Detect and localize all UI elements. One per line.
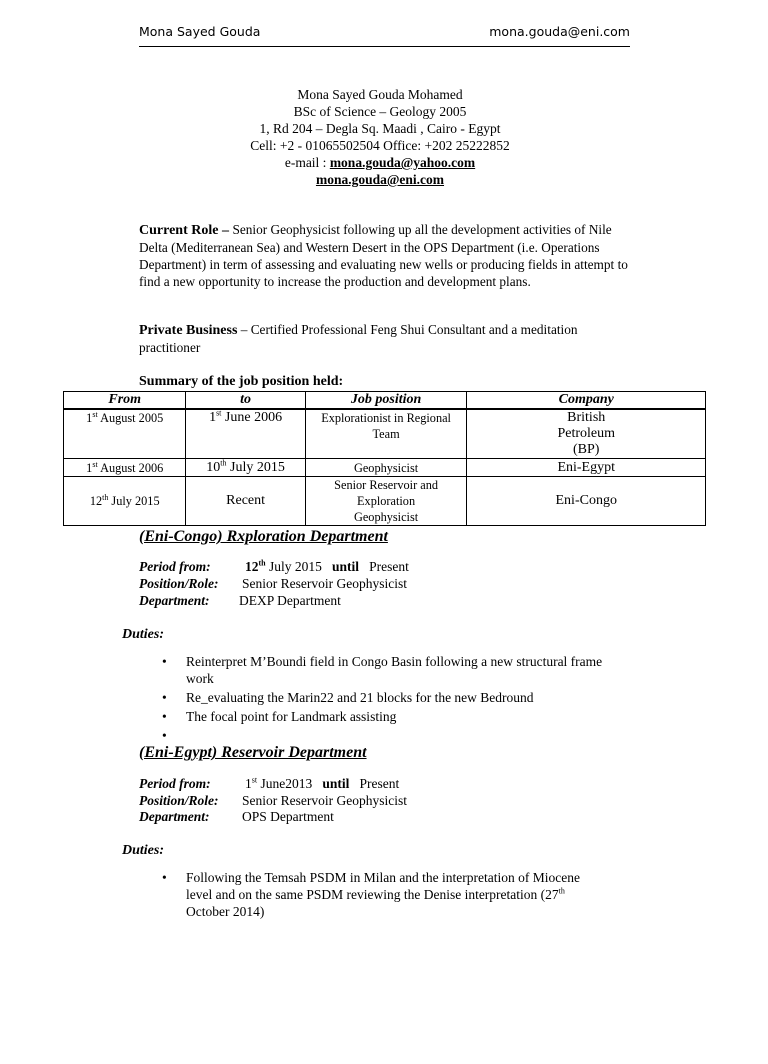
role-value: Senior Reservoir Geophysicist [242, 576, 407, 591]
cell-from [64, 477, 186, 526]
email-user-2: mona.gouda [315, 172, 387, 187]
bullet-icon: • [162, 870, 167, 885]
to-sup: th [220, 457, 227, 467]
department-row [139, 592, 341, 609]
duties-list [162, 653, 632, 746]
summary-title [139, 372, 629, 390]
role-row [139, 792, 407, 809]
to-rest: June 2006 [221, 410, 283, 425]
table-row [64, 459, 706, 477]
col-from: From [64, 392, 186, 410]
period-rest: July 2015 [265, 559, 322, 574]
from-day: 1 [86, 460, 93, 475]
private-business-label: Private Business [139, 323, 238, 338]
role-value: Senior Reservoir Geophysicist [242, 793, 407, 808]
col-job-position: Job position [305, 392, 467, 410]
from-rest: August 2006 [97, 460, 164, 475]
department-row [139, 808, 334, 825]
bullet-icon: • [162, 709, 167, 724]
from-day: 12 [89, 494, 103, 508]
private-business-paragraph [139, 321, 629, 356]
period-row [139, 558, 409, 575]
email-link-yahoo[interactable] [330, 155, 475, 170]
email-line-2 [0, 171, 768, 188]
email-domain-1: @yahoo.com [400, 155, 476, 170]
until-value: Present [369, 559, 409, 574]
cell-to: Recent [186, 477, 305, 526]
to-rest: July 2015 [226, 459, 285, 475]
degree: BSc of Science – Geology 2005 [293, 104, 467, 119]
from-day: 1 [86, 411, 93, 425]
col-to: to [186, 392, 305, 410]
bullet-icon: • [162, 728, 167, 743]
department-value: OPS Department [242, 809, 334, 824]
email-label: e-mail : [284, 155, 330, 170]
period-row [139, 775, 399, 792]
cell-position: Explorationist in Regional Team [305, 409, 467, 459]
from-sup: st [92, 409, 98, 419]
cell-company: Eni-Egypt [467, 459, 706, 477]
email-link-eni[interactable] [316, 172, 444, 187]
current-role-text: Senior Geophysicist following up all the development activities of Nile Delta (Mediterranean Sea) and Western Desert in the OPS Department (i.e. Operations Department) in term of assessing and evaluating new wells or producing fields in attempt to find a new opportunity to increase the production and development plans. [139, 222, 628, 289]
department-value: DEXP Department [239, 593, 341, 608]
section-title-eni-egypt: (Eni-Egypt) Reservoir Department [139, 744, 367, 761]
cell-to [186, 409, 305, 459]
cell-from [64, 409, 186, 459]
list-item [162, 727, 632, 744]
until-value: Present [359, 776, 400, 791]
list-item [162, 708, 632, 725]
role-row [139, 575, 407, 592]
section-title-eni-congo: (Eni-Congo) Rxploration Department [139, 528, 388, 545]
running-header [139, 24, 630, 47]
from-rest: August 2005 [97, 411, 164, 425]
email-user-1: mona.gouda [329, 155, 401, 170]
duty-text: The focal point for Landmark assisting [186, 709, 397, 724]
duties-label: Duties: [122, 843, 164, 858]
cell-to [186, 459, 305, 477]
list-item [162, 689, 632, 706]
list-item [162, 653, 632, 687]
to-day: 10 [206, 459, 221, 475]
table-header-row [64, 392, 706, 410]
current-role-dash: – [218, 223, 233, 238]
until-label: until [332, 559, 360, 574]
full-name: Mona Sayed Gouda Mohamed [297, 87, 463, 102]
summary-title-text: Summary of the job position held: [139, 374, 344, 389]
duties-label: Duties: [122, 627, 164, 642]
address: 1, Rd 204 – Degla Sq. Maadi , Cairo - Egypt [259, 121, 501, 136]
role-label: Position/Role: [139, 576, 219, 591]
role-label: Position/Role: [139, 793, 219, 808]
col-company: Company [467, 392, 706, 410]
period-rest: June2013 [257, 776, 313, 791]
jobs-table [63, 391, 706, 526]
bullet-icon: • [162, 690, 167, 705]
period-label: Period from: [139, 776, 211, 791]
from-sup: th [102, 492, 109, 502]
from-sup: st [92, 459, 98, 469]
private-business-text: – Certified Professional Feng Shui Consultant and a meditation practitioner [139, 322, 578, 355]
period-sup: th [258, 558, 266, 568]
period-day: 1 [245, 776, 252, 791]
department-label: Department: [139, 593, 210, 608]
list-item [162, 869, 607, 920]
phones: Cell: +2 - 01065502504 Office: +202 25222852 [250, 138, 510, 153]
cell-position: Geophysicist [305, 459, 467, 477]
header-name: Mona Sayed Gouda [139, 24, 261, 39]
department-label: Department: [139, 809, 210, 824]
email-line-1 [0, 154, 768, 171]
until-label: until [322, 776, 350, 791]
contact-block [0, 86, 768, 188]
duty-text: Reinterpret M’Boundi field in Congo Basin following a new structural frame work [186, 654, 603, 686]
header-email: mona.gouda@eni.com [489, 24, 630, 39]
duty-text: Re_evaluating the Marin22 and 21 blocks for the new Bedround [186, 690, 534, 705]
period-sup: st [251, 775, 258, 785]
email-domain-2: @eni.com [386, 172, 445, 187]
duty-sup: th [558, 886, 565, 896]
bullet-icon: • [162, 654, 167, 669]
period-label: Period from: [139, 559, 211, 574]
cell-from [64, 459, 186, 477]
period-day: 12 [245, 559, 259, 574]
cell-company: Eni-Congo [467, 477, 706, 526]
duties-list [162, 869, 607, 922]
current-role-paragraph [139, 221, 629, 290]
table-row [64, 477, 706, 526]
to-sup: st [216, 408, 222, 418]
cell-position: Senior Reservoir and Exploration Geophysicist [305, 477, 467, 526]
current-role-label: Current Role [139, 223, 219, 238]
table-row [64, 409, 706, 459]
from-rest: July 2015 [108, 494, 160, 508]
to-day: 1 [209, 410, 217, 425]
duty-text: Following the Temsah PSDM in Milan and the interpretation of Miocene level and on the same PSDM reviewing the Denise interpretation (27 [186, 870, 580, 902]
duty-tail: October 2014) [186, 904, 265, 919]
cell-company: British Petroleum (BP) [467, 409, 706, 459]
